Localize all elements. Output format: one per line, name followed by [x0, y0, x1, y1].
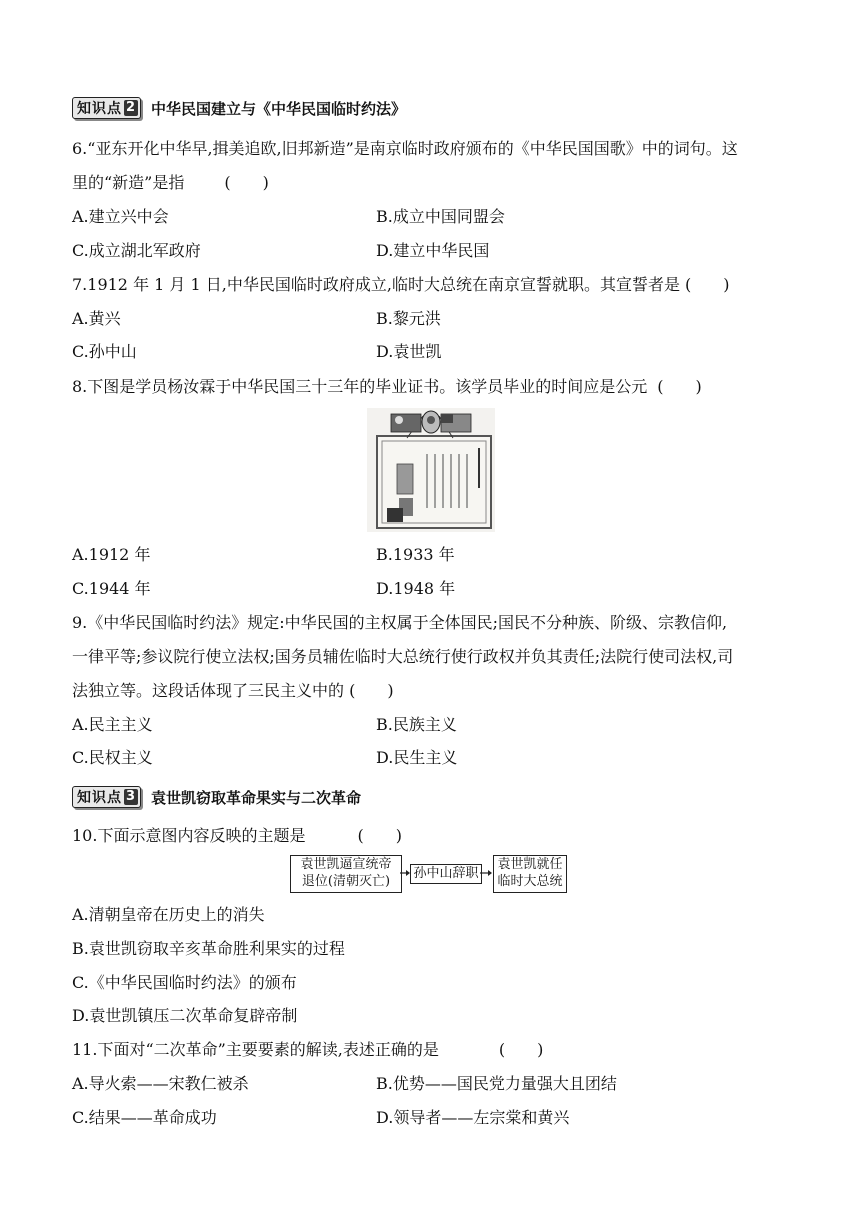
option-a[interactable]: A.导火索——宋教仁被杀 — [72, 1074, 249, 1093]
option-c[interactable]: C.1944 年 — [72, 579, 151, 598]
question-text: 6.“亚东开化中华早,揖美追欧,旧邦新造”是南京临时政府颁布的《中华民国国歌》中的词句。这 — [72, 139, 738, 158]
option-d[interactable]: D.袁世凯 — [376, 342, 442, 361]
option-b[interactable]: B.民族主义 — [376, 715, 457, 734]
option-a[interactable]: A.1912 年 — [72, 545, 151, 564]
section-header-3 — [72, 785, 361, 809]
option-c[interactable]: C.孙中山 — [72, 342, 137, 361]
option-d[interactable]: D.领导者——左宗棠和黄兴 — [376, 1108, 570, 1127]
badge-number: 3 — [125, 789, 137, 804]
arrow-right-icon — [400, 865, 410, 881]
question-6 — [72, 132, 796, 200]
graduation-certificate-image — [367, 408, 495, 532]
option-b[interactable]: B.优势——国民党力量强大且团结 — [376, 1074, 617, 1093]
option-b[interactable]: B.成立中国同盟会 — [376, 207, 505, 226]
option-a[interactable]: A.清朝皇帝在历史上的消失 — [72, 905, 265, 924]
option-a[interactable]: A.民主主义 — [72, 715, 153, 734]
option-d[interactable]: D.民生主义 — [376, 748, 458, 767]
section-title: 袁世凯窃取革命果实与二次革命 — [151, 788, 362, 807]
option-c[interactable]: C.结果——革命成功 — [72, 1108, 217, 1127]
option-b[interactable]: B.黎元洪 — [376, 309, 441, 328]
badge-number: 2 — [125, 100, 137, 115]
question-9 — [72, 606, 796, 708]
question-text: 法独立等。这段话体现了三民主义中的 — [72, 681, 345, 700]
knowledge-point-badge: 知识点 3 — [72, 786, 141, 808]
section-title: 中华民国建立与《中华民国临时约法》 — [151, 99, 407, 118]
question-text: 10.下面示意图内容反映的主题是 — [72, 826, 306, 845]
option-d[interactable]: D.1948 年 — [376, 579, 456, 598]
answer-paren[interactable]: ( ) — [357, 826, 402, 845]
question-text: 里的“新造”是指 ( ) — [72, 173, 269, 192]
option-a[interactable]: A.建立兴中会 — [72, 207, 169, 226]
option-c[interactable]: C.成立湖北军政府 — [72, 241, 201, 260]
option-b[interactable]: B.袁世凯窃取辛亥革命胜利果实的过程 — [72, 939, 345, 958]
option-c[interactable]: C.《中华民国临时约法》的颁布 — [72, 973, 297, 992]
answer-paren[interactable]: ( ) — [657, 377, 702, 396]
arrow-right-icon — [480, 865, 492, 881]
knowledge-point-badge: 知识点 2 — [72, 97, 141, 119]
option-a[interactable]: A.黄兴 — [72, 309, 121, 328]
question-text: 9.《中华民国临时约法》规定:中华民国的主权属于全体国民;国民不分种族、阶级、宗教信仰, — [72, 613, 728, 632]
flow-box-2: 孙中山辞职 — [410, 864, 482, 884]
question-text: 7.1912 年 1 月 1 日,中华民国临时政府成立,临时大总统在南京宣誓就职。其宣誓者是 — [72, 275, 680, 294]
answer-paren[interactable]: ( ) — [685, 275, 730, 294]
flow-diagram — [290, 855, 570, 895]
option-d[interactable]: D.建立中华民国 — [376, 241, 490, 260]
question-text: 8.下图是学员杨汝霖于中华民国三十三年的毕业证书。该学员毕业的时间应是公元 — [72, 377, 648, 396]
question-10 — [72, 819, 796, 853]
answer-paren[interactable]: ( ) — [349, 681, 394, 700]
question-11 — [72, 1033, 796, 1067]
certificate-illustration — [367, 408, 495, 532]
flow-box-1: 袁世凯逼宣统帝 退位(清朝灭亡) — [290, 855, 402, 893]
question-text: 一律平等;参议院行使立法权;国务员辅佐临时大总统行使行政权并负其责任;法院行使司法权,司 — [72, 647, 734, 666]
option-c[interactable]: C.民权主义 — [72, 748, 153, 767]
question-text: 11.下面对“二次革命”主要要素的解读,表述正确的是 — [72, 1040, 439, 1059]
section-header-2 — [72, 96, 406, 120]
answer-paren[interactable]: ( ) — [498, 1040, 544, 1059]
option-b[interactable]: B.1933 年 — [376, 545, 455, 564]
answer-paren[interactable]: ( ) — [224, 173, 269, 192]
option-d[interactable]: D.袁世凯镇压二次革命复辟帝制 — [72, 1006, 298, 1025]
question-8 — [72, 370, 796, 404]
question-7 — [72, 268, 796, 302]
flow-box-3: 袁世凯就任 临时大总统 — [493, 855, 567, 893]
